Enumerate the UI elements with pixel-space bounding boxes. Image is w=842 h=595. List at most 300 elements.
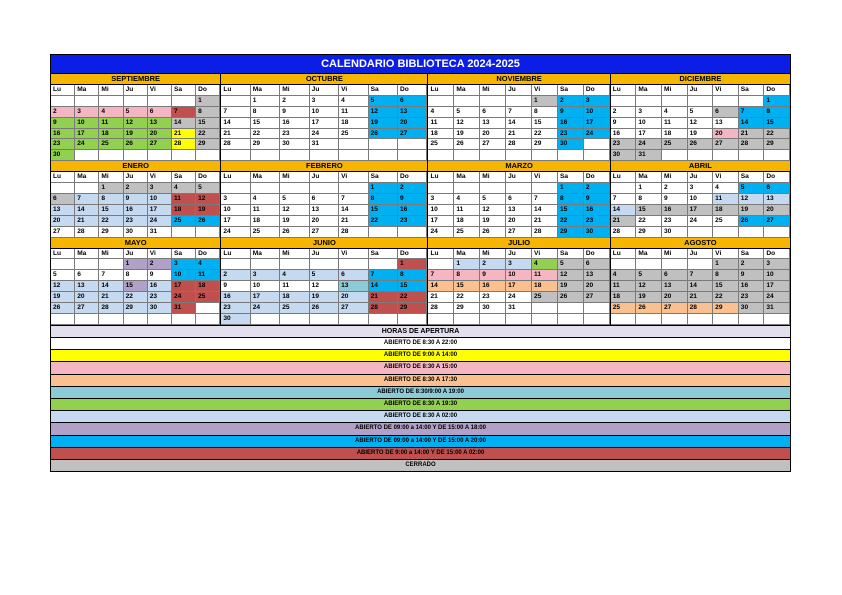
empty-cell bbox=[196, 314, 220, 325]
empty-cell bbox=[611, 259, 637, 270]
day-cell: 4 bbox=[713, 183, 739, 194]
day-cell: 14 bbox=[506, 118, 532, 129]
weekday-header: Mi bbox=[280, 172, 309, 183]
day-cell: 5 bbox=[280, 194, 309, 205]
day-cell: 4 bbox=[428, 107, 454, 118]
weekday-header: Lu bbox=[221, 172, 250, 183]
day-cell: 24 bbox=[636, 139, 662, 150]
day-cell: 19 bbox=[454, 129, 480, 140]
weekday-header: Do bbox=[584, 249, 610, 260]
empty-cell bbox=[558, 150, 584, 161]
day-cell: 12 bbox=[124, 118, 148, 129]
empty-cell bbox=[428, 96, 454, 107]
day-cell: 14 bbox=[99, 281, 123, 292]
month-header: AGOSTO bbox=[611, 238, 790, 249]
day-cell: 4 bbox=[662, 107, 688, 118]
day-cell: 17 bbox=[428, 216, 454, 227]
day-cell: 31 bbox=[310, 139, 339, 150]
day-cell: 30 bbox=[51, 150, 75, 161]
day-cell: 2 bbox=[611, 107, 637, 118]
empty-cell bbox=[532, 314, 558, 325]
day-cell: 24 bbox=[764, 292, 790, 303]
day-cell: 9 bbox=[558, 107, 584, 118]
day-cell: 17 bbox=[688, 205, 714, 216]
empty-cell bbox=[221, 259, 250, 270]
legend-item: ABIERTO DE 8:30 A 22:00 bbox=[51, 337, 790, 349]
weekday-header: Ma bbox=[75, 249, 99, 260]
empty-cell bbox=[764, 227, 790, 238]
weekday-header: Mi bbox=[662, 85, 688, 96]
empty-cell bbox=[713, 96, 739, 107]
day-cell: 3 bbox=[688, 183, 714, 194]
day-cell: 14 bbox=[611, 205, 637, 216]
empty-cell bbox=[196, 303, 220, 314]
empty-cell bbox=[310, 259, 339, 270]
day-cell: 19 bbox=[196, 205, 220, 216]
day-cell: 21 bbox=[611, 216, 637, 227]
day-cell: 20 bbox=[713, 129, 739, 140]
day-cell: 22 bbox=[532, 129, 558, 140]
day-cell: 20 bbox=[764, 205, 790, 216]
day-cell: 21 bbox=[339, 216, 368, 227]
day-cell: 20 bbox=[480, 129, 506, 140]
day-cell: 17 bbox=[148, 205, 172, 216]
day-grid bbox=[611, 85, 790, 161]
day-cell: 1 bbox=[398, 259, 427, 270]
month-diciembre bbox=[611, 74, 790, 161]
day-cell: 2 bbox=[221, 270, 250, 281]
empty-cell bbox=[688, 150, 714, 161]
day-cell: 3 bbox=[251, 270, 280, 281]
weekday-header: Sa bbox=[558, 85, 584, 96]
day-cell: 9 bbox=[662, 194, 688, 205]
day-cell: 25 bbox=[196, 292, 220, 303]
day-cell: 17 bbox=[221, 216, 250, 227]
day-cell: 13 bbox=[398, 107, 427, 118]
day-cell: 24 bbox=[221, 227, 250, 238]
month-julio bbox=[428, 238, 610, 325]
weekday-header: Lu bbox=[221, 85, 250, 96]
day-cell: 6 bbox=[713, 107, 739, 118]
day-cell: 13 bbox=[662, 281, 688, 292]
weekday-header: Ju bbox=[310, 172, 339, 183]
day-cell: 17 bbox=[764, 281, 790, 292]
day-cell: 14 bbox=[688, 281, 714, 292]
day-cell: 28 bbox=[428, 303, 454, 314]
empty-cell bbox=[124, 314, 148, 325]
empty-cell bbox=[428, 183, 454, 194]
month-header: MARZO bbox=[428, 161, 609, 172]
day-cell: 14 bbox=[369, 281, 398, 292]
day-cell: 3 bbox=[221, 194, 250, 205]
day-cell: 25 bbox=[339, 129, 368, 140]
day-cell: 13 bbox=[75, 281, 99, 292]
day-cell: 26 bbox=[454, 139, 480, 150]
day-cell: 4 bbox=[339, 96, 368, 107]
empty-cell bbox=[764, 150, 790, 161]
day-cell: 20 bbox=[584, 281, 610, 292]
weekday-header: Ju bbox=[688, 85, 714, 96]
day-cell: 10 bbox=[172, 270, 196, 281]
day-cell: 25 bbox=[428, 139, 454, 150]
empty-cell bbox=[398, 314, 427, 325]
empty-cell bbox=[398, 139, 427, 150]
day-cell: 27 bbox=[148, 139, 172, 150]
empty-cell bbox=[51, 314, 75, 325]
empty-cell bbox=[251, 150, 280, 161]
day-cell: 12 bbox=[196, 194, 220, 205]
weekday-header: Ju bbox=[124, 249, 148, 260]
day-cell: 4 bbox=[196, 259, 220, 270]
weekday-header: Ma bbox=[454, 249, 480, 260]
day-cell: 3 bbox=[310, 96, 339, 107]
day-cell: 11 bbox=[662, 118, 688, 129]
weekday-header: Ma bbox=[636, 249, 662, 260]
day-cell: 3 bbox=[636, 107, 662, 118]
day-cell: 4 bbox=[99, 107, 123, 118]
empty-cell bbox=[611, 96, 637, 107]
day-cell: 21 bbox=[428, 292, 454, 303]
day-cell: 14 bbox=[739, 118, 765, 129]
empty-cell bbox=[713, 227, 739, 238]
day-cell: 16 bbox=[148, 281, 172, 292]
day-cell: 10 bbox=[428, 205, 454, 216]
empty-cell bbox=[310, 314, 339, 325]
empty-cell bbox=[662, 150, 688, 161]
weekday-header: Ju bbox=[688, 172, 714, 183]
day-cell: 10 bbox=[75, 118, 99, 129]
day-cell: 18 bbox=[172, 205, 196, 216]
day-cell: 18 bbox=[428, 129, 454, 140]
day-cell: 1 bbox=[251, 96, 280, 107]
day-cell: 22 bbox=[764, 129, 790, 140]
day-cell: 11 bbox=[196, 270, 220, 281]
day-cell: 26 bbox=[196, 216, 220, 227]
weekday-header: Vi bbox=[713, 85, 739, 96]
day-cell: 29 bbox=[398, 303, 427, 314]
empty-cell bbox=[688, 314, 714, 325]
day-cell: 30 bbox=[739, 303, 765, 314]
day-cell: 4 bbox=[454, 194, 480, 205]
day-cell: 7 bbox=[688, 270, 714, 281]
day-cell: 31 bbox=[764, 303, 790, 314]
empty-cell bbox=[148, 150, 172, 161]
day-cell: 26 bbox=[558, 292, 584, 303]
day-cell: 14 bbox=[172, 118, 196, 129]
month-septiembre bbox=[51, 74, 221, 161]
day-cell: 2 bbox=[480, 259, 506, 270]
day-cell: 16 bbox=[221, 292, 250, 303]
empty-cell bbox=[251, 183, 280, 194]
weekday-header: Mi bbox=[99, 249, 123, 260]
weekday-header: Ju bbox=[506, 85, 532, 96]
day-cell: 29 bbox=[99, 227, 123, 238]
empty-cell bbox=[172, 227, 196, 238]
weekday-header: Ma bbox=[75, 85, 99, 96]
empty-cell bbox=[339, 150, 368, 161]
day-cell: 12 bbox=[369, 107, 398, 118]
day-cell: 24 bbox=[584, 129, 610, 140]
empty-cell bbox=[662, 96, 688, 107]
day-cell: 4 bbox=[251, 194, 280, 205]
day-cell: 21 bbox=[369, 292, 398, 303]
empty-cell bbox=[310, 150, 339, 161]
day-cell: 12 bbox=[280, 205, 309, 216]
weekday-header: Sa bbox=[369, 172, 398, 183]
empty-cell bbox=[713, 150, 739, 161]
month-header: OCTUBRE bbox=[221, 74, 427, 85]
day-cell: 7 bbox=[221, 107, 250, 118]
weekday-header: Do bbox=[398, 249, 427, 260]
day-cell: 17 bbox=[172, 281, 196, 292]
day-cell: 18 bbox=[196, 281, 220, 292]
weekday-header: Mi bbox=[662, 172, 688, 183]
day-cell: 18 bbox=[713, 205, 739, 216]
day-cell: 19 bbox=[739, 205, 765, 216]
day-cell: 6 bbox=[584, 259, 610, 270]
empty-cell bbox=[688, 259, 714, 270]
day-cell: 24 bbox=[251, 303, 280, 314]
day-cell: 30 bbox=[124, 227, 148, 238]
empty-cell bbox=[196, 227, 220, 238]
day-cell: 13 bbox=[480, 118, 506, 129]
day-cell: 16 bbox=[280, 118, 309, 129]
day-cell: 10 bbox=[506, 270, 532, 281]
day-cell: 25 bbox=[713, 216, 739, 227]
day-cell: 5 bbox=[454, 107, 480, 118]
day-cell: 6 bbox=[506, 194, 532, 205]
month-marzo bbox=[428, 161, 610, 237]
day-cell: 1 bbox=[558, 183, 584, 194]
empty-cell bbox=[739, 227, 765, 238]
empty-cell bbox=[584, 139, 610, 150]
day-cell: 26 bbox=[310, 303, 339, 314]
empty-cell bbox=[172, 150, 196, 161]
day-cell: 5 bbox=[480, 194, 506, 205]
weekday-header: Mi bbox=[99, 85, 123, 96]
day-cell: 13 bbox=[310, 205, 339, 216]
day-cell: 10 bbox=[251, 281, 280, 292]
day-cell: 18 bbox=[251, 216, 280, 227]
day-cell: 28 bbox=[532, 227, 558, 238]
weekday-header: Lu bbox=[611, 85, 637, 96]
day-cell: 15 bbox=[558, 205, 584, 216]
day-cell: 9 bbox=[51, 118, 75, 129]
day-cell: 27 bbox=[310, 227, 339, 238]
day-cell: 7 bbox=[739, 107, 765, 118]
day-cell: 24 bbox=[148, 216, 172, 227]
calendar-title: CALENDARIO BIBLIOTECA 2024-2025 bbox=[51, 55, 790, 74]
empty-cell bbox=[739, 96, 765, 107]
day-cell: 23 bbox=[558, 129, 584, 140]
month-row bbox=[51, 161, 790, 237]
day-cell: 11 bbox=[280, 281, 309, 292]
weekday-header: Ma bbox=[251, 172, 280, 183]
day-cell: 9 bbox=[280, 107, 309, 118]
day-cell: 5 bbox=[636, 270, 662, 281]
day-cell: 24 bbox=[75, 139, 99, 150]
day-cell: 10 bbox=[148, 194, 172, 205]
day-cell: 8 bbox=[196, 107, 220, 118]
day-cell: 10 bbox=[310, 107, 339, 118]
day-cell: 4 bbox=[172, 183, 196, 194]
day-cell: 4 bbox=[611, 270, 637, 281]
day-cell: 3 bbox=[75, 107, 99, 118]
day-cell: 9 bbox=[124, 194, 148, 205]
day-cell: 2 bbox=[584, 183, 610, 194]
day-cell: 9 bbox=[739, 270, 765, 281]
empty-cell bbox=[369, 227, 398, 238]
day-cell: 31 bbox=[148, 227, 172, 238]
day-cell: 28 bbox=[506, 139, 532, 150]
empty-cell bbox=[532, 183, 558, 194]
day-cell: 16 bbox=[398, 205, 427, 216]
day-cell: 8 bbox=[636, 194, 662, 205]
day-cell: 5 bbox=[739, 183, 765, 194]
day-cell: 23 bbox=[739, 292, 765, 303]
day-cell: 6 bbox=[310, 194, 339, 205]
day-cell: 12 bbox=[739, 194, 765, 205]
day-cell: 23 bbox=[662, 216, 688, 227]
empty-cell bbox=[739, 150, 765, 161]
day-cell: 12 bbox=[454, 118, 480, 129]
legend-item: ABIERTO DE 09:00 a 14:00 Y DE 15:00 A 18:00 bbox=[51, 422, 790, 434]
empty-cell bbox=[480, 96, 506, 107]
weekday-header: Lu bbox=[611, 249, 637, 260]
weekday-header: Sa bbox=[739, 172, 765, 183]
month-row bbox=[51, 74, 790, 161]
day-cell: 6 bbox=[51, 194, 75, 205]
day-cell: 29 bbox=[454, 303, 480, 314]
day-cell: 12 bbox=[688, 118, 714, 129]
day-cell: 23 bbox=[280, 129, 309, 140]
day-cell: 10 bbox=[221, 205, 250, 216]
day-cell: 1 bbox=[99, 183, 123, 194]
weekday-header: Mi bbox=[280, 85, 309, 96]
day-cell: 14 bbox=[339, 205, 368, 216]
day-cell: 15 bbox=[196, 118, 220, 129]
empty-cell bbox=[369, 259, 398, 270]
day-cell: 22 bbox=[99, 216, 123, 227]
day-cell: 19 bbox=[558, 281, 584, 292]
day-cell: 28 bbox=[369, 303, 398, 314]
empty-cell bbox=[636, 314, 662, 325]
calendar-sheet bbox=[50, 54, 791, 472]
day-cell: 20 bbox=[506, 216, 532, 227]
day-cell: 24 bbox=[428, 227, 454, 238]
weekday-header: Sa bbox=[172, 85, 196, 96]
day-cell: 27 bbox=[75, 303, 99, 314]
day-cell: 26 bbox=[369, 129, 398, 140]
weekday-header: Vi bbox=[532, 249, 558, 260]
day-cell: 30 bbox=[280, 139, 309, 150]
day-cell: 21 bbox=[172, 129, 196, 140]
day-cell: 25 bbox=[172, 216, 196, 227]
day-cell: 26 bbox=[636, 303, 662, 314]
weekday-header: Mi bbox=[480, 249, 506, 260]
day-cell: 3 bbox=[148, 183, 172, 194]
day-cell: 9 bbox=[480, 270, 506, 281]
day-cell: 20 bbox=[310, 216, 339, 227]
day-cell: 30 bbox=[584, 227, 610, 238]
day-cell: 21 bbox=[75, 216, 99, 227]
day-cell: 9 bbox=[148, 270, 172, 281]
day-cell: 21 bbox=[739, 129, 765, 140]
day-cell: 11 bbox=[611, 281, 637, 292]
day-cell: 25 bbox=[532, 292, 558, 303]
day-cell: 20 bbox=[148, 129, 172, 140]
day-cell: 18 bbox=[454, 216, 480, 227]
day-cell: 14 bbox=[428, 281, 454, 292]
day-cell: 15 bbox=[713, 281, 739, 292]
empty-cell bbox=[75, 183, 99, 194]
day-cell: 15 bbox=[636, 205, 662, 216]
empty-cell bbox=[75, 96, 99, 107]
day-cell: 22 bbox=[369, 216, 398, 227]
day-cell: 12 bbox=[636, 281, 662, 292]
weekday-header: Ma bbox=[251, 85, 280, 96]
day-cell: 22 bbox=[454, 292, 480, 303]
day-cell: 14 bbox=[221, 118, 250, 129]
day-cell: 26 bbox=[280, 227, 309, 238]
weekday-header: Vi bbox=[713, 249, 739, 260]
day-cell: 27 bbox=[764, 216, 790, 227]
empty-cell bbox=[99, 314, 123, 325]
legend-item: ABIERTO DE 9:00 A 14:00 bbox=[51, 349, 790, 361]
empty-cell bbox=[280, 259, 309, 270]
day-cell: 3 bbox=[428, 194, 454, 205]
weekday-header: Ma bbox=[251, 249, 280, 260]
day-grid bbox=[611, 249, 790, 325]
day-cell: 26 bbox=[688, 139, 714, 150]
weekday-header: Do bbox=[764, 249, 790, 260]
day-cell: 10 bbox=[584, 107, 610, 118]
day-cell: 22 bbox=[251, 129, 280, 140]
day-cell: 6 bbox=[480, 107, 506, 118]
day-cell: 15 bbox=[124, 281, 148, 292]
month-octubre bbox=[221, 74, 428, 161]
day-cell: 5 bbox=[688, 107, 714, 118]
day-cell: 27 bbox=[713, 139, 739, 150]
day-grid bbox=[51, 172, 220, 237]
day-cell: 8 bbox=[369, 194, 398, 205]
month-header: ABRIL bbox=[611, 161, 790, 172]
day-cell: 1 bbox=[532, 96, 558, 107]
day-cell: 27 bbox=[480, 139, 506, 150]
day-cell: 14 bbox=[75, 205, 99, 216]
day-cell: 21 bbox=[532, 216, 558, 227]
day-cell: 3 bbox=[584, 96, 610, 107]
day-cell: 19 bbox=[688, 129, 714, 140]
empty-cell bbox=[310, 183, 339, 194]
empty-cell bbox=[124, 150, 148, 161]
day-cell: 5 bbox=[558, 259, 584, 270]
empty-cell bbox=[99, 259, 123, 270]
month-agosto bbox=[611, 238, 790, 325]
day-cell: 23 bbox=[611, 139, 637, 150]
empty-cell bbox=[428, 150, 454, 161]
day-cell: 29 bbox=[251, 139, 280, 150]
day-cell: 11 bbox=[532, 270, 558, 281]
weekday-header: Mi bbox=[99, 172, 123, 183]
day-cell: 2 bbox=[398, 183, 427, 194]
day-cell: 23 bbox=[480, 292, 506, 303]
day-cell: 6 bbox=[662, 270, 688, 281]
day-cell: 29 bbox=[713, 303, 739, 314]
day-cell: 12 bbox=[51, 281, 75, 292]
day-cell: 29 bbox=[124, 303, 148, 314]
weekday-header: Sa bbox=[172, 172, 196, 183]
